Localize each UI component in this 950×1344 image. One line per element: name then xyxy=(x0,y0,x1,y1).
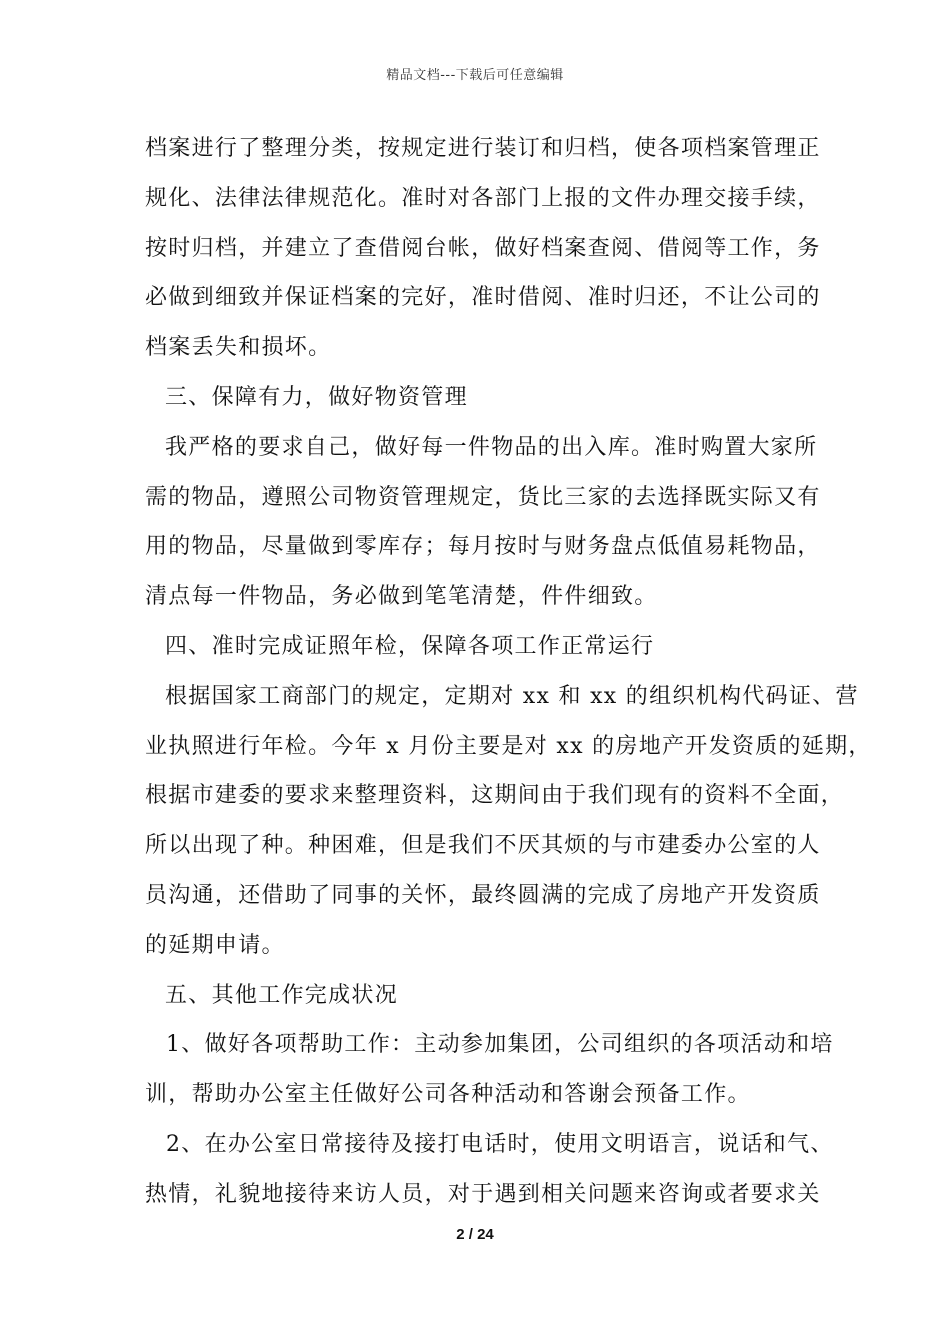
paragraph-line: 档案进行了整理分类，按规定进行装订和归档，使各项档案管理正 xyxy=(145,136,821,161)
paragraph-line: 根据国家工商部门的规定，定期对 xx 和 xx 的组织机构代码证、营 xyxy=(165,683,859,709)
paragraph-line: 1、做好各项帮助工作：主动参加集团，公司组织的各项活动和培 xyxy=(166,1032,834,1058)
paragraph-line: 档案丢失和损坏。 xyxy=(145,335,332,361)
paragraph-line: 需的物品，遵照公司物资管理规定，货比三家的去选择既实际又有 xyxy=(145,484,821,510)
paragraph-line: 按时归档，并建立了查借阅台帐，做好档案查阅、借阅等工作，务 xyxy=(145,235,821,261)
paragraph-line: 所以出现了种。种困难，但是我们不厌其烦的与市建委办公室的人 xyxy=(145,833,821,859)
page-header: 精品文档---下载后可任意编辑 xyxy=(386,68,564,83)
paragraph-line: 业执照进行年检。今年 x 月份主要是对 xx 的房地产开发资质的延期， xyxy=(145,733,872,759)
paragraph-line: 2、在办公室日常接待及接打电话时，使用文明语言，说话和气、 xyxy=(166,1131,834,1157)
paragraph-line: 员沟通，还借助了同事的关怀，最终圆满的完成了房地产开发资质 xyxy=(145,882,821,908)
page-number: 2 / 24 xyxy=(456,1226,494,1243)
section-heading: 三、保障有力，做好物资管理 xyxy=(165,384,468,410)
paragraph-line: 根据市建委的要求来整理资料，这期间由于我们现有的资料不全面， xyxy=(145,783,845,809)
paragraph-line: 清点每一件物品，务必做到笔笔清楚，件件细致。 xyxy=(145,584,658,610)
paragraph-line: 训，帮助办公室主任做好公司各种活动和答谢会预备工作。 xyxy=(145,1082,751,1108)
paragraph-line: 用的物品，尽量做到零库存；每月按时与财务盘点低值易耗物品， xyxy=(145,534,821,560)
paragraph-line: 规化、法律法律规范化。准时对各部门上报的文件办理交接手续， xyxy=(145,185,821,211)
paragraph-line: 必做到细致并保证档案的完好，准时借阅、准时归还，不让公司的 xyxy=(145,285,821,311)
paragraph-line: 我严格的要求自己，做好每一件物品的出入库。准时购置大家所 xyxy=(165,434,818,460)
document-body xyxy=(145,124,872,1220)
section-heading: 四、准时完成证照年检，保障各项工作正常运行 xyxy=(165,633,655,659)
paragraph-line: 的延期申请。 xyxy=(145,932,285,958)
paragraph-line: 热情，礼貌地接待来访人员，对于遇到相关问题来咨询或者要求关 xyxy=(145,1181,821,1207)
section-heading: 五、其他工作完成状况 xyxy=(165,982,399,1008)
